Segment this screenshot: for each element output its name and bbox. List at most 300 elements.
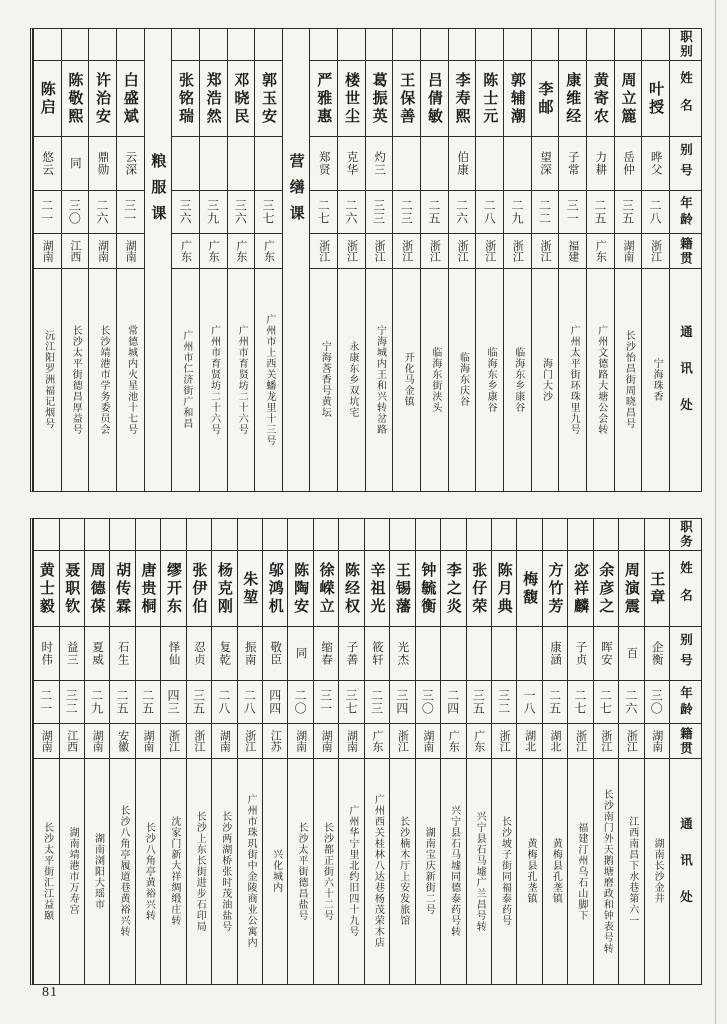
address-cell xyxy=(228,269,255,491)
origin-cell xyxy=(619,724,643,759)
dept-label: 营缮课 xyxy=(287,153,304,231)
role-cell xyxy=(568,519,592,551)
person-age: 二六 xyxy=(95,199,110,225)
age-cell xyxy=(642,191,669,234)
alias-cell xyxy=(517,627,541,681)
role-cell xyxy=(532,29,559,61)
person-age: 二六 xyxy=(454,199,469,225)
role-cell xyxy=(393,29,420,61)
person-alias: 力耕 xyxy=(594,151,607,176)
name-cell xyxy=(110,551,134,627)
address-cell xyxy=(366,269,393,491)
person-age: 三五 xyxy=(191,689,206,715)
role-cell xyxy=(559,29,586,61)
name-cell xyxy=(619,551,643,627)
person-origin: 湖北 xyxy=(549,730,562,752)
person-age: 二五 xyxy=(592,199,607,225)
address-cell xyxy=(390,759,414,984)
alias-cell xyxy=(228,137,255,191)
person-name: 王保善 xyxy=(398,71,415,126)
alias-cell xyxy=(568,627,592,681)
person-address: 长沙八角亭履道巷黄裕兴转 xyxy=(117,805,129,937)
person-address: 长沙靖港市学务委员会 xyxy=(97,324,109,435)
person-name: 宓祥麟 xyxy=(571,561,588,616)
person-address: 广州市珠玑街中金陵商业公寓内 xyxy=(245,794,257,948)
alias-cell xyxy=(238,627,262,681)
address-header-label: 通讯处 xyxy=(678,325,693,435)
person-address: 长沙太平街汇江益颐 xyxy=(41,821,53,921)
person-origin: 湖南 xyxy=(40,730,53,752)
person-column xyxy=(475,29,503,491)
person-address: 长沙两湖桥张时茂油盐号 xyxy=(219,810,231,932)
alias-cell xyxy=(559,137,586,191)
person-name: 陈陶安 xyxy=(292,561,309,616)
person-alias: 岳仲 xyxy=(622,151,635,176)
person-alias: 康涵 xyxy=(549,641,562,666)
person-age: 二八 xyxy=(648,199,663,225)
name-cell xyxy=(89,61,116,137)
person-alias: 同 xyxy=(294,647,307,660)
origin-cell xyxy=(645,724,669,759)
person-address: 湖南长沙金井 xyxy=(652,838,664,904)
person-alias: 益三 xyxy=(65,641,78,666)
person-name: 余彦之 xyxy=(597,561,614,616)
person-column xyxy=(287,519,312,984)
origin-cell xyxy=(393,234,420,269)
person-age: 二三 xyxy=(399,199,414,225)
role-cell xyxy=(390,519,414,551)
origin-cell xyxy=(449,234,476,269)
alias-cell xyxy=(642,137,669,191)
role-cell xyxy=(172,29,199,61)
person-name: 李寿熙 xyxy=(453,71,470,126)
address-cell xyxy=(238,759,262,984)
person-origin: 广东 xyxy=(594,240,607,262)
address-cell xyxy=(619,759,643,984)
person-address: 长沙太平街德昌厚益号 xyxy=(70,324,82,435)
address-cell xyxy=(594,759,618,984)
person-address: 长沙南门外天鹅塘磨政和钟表号转 xyxy=(601,788,613,954)
age-cell xyxy=(238,681,262,724)
person-origin: 浙江 xyxy=(574,730,587,752)
alias-cell xyxy=(619,627,643,681)
address-cell xyxy=(559,269,586,491)
person-name: 康维经 xyxy=(564,71,581,126)
role-cell xyxy=(60,519,84,551)
person-alias: 子善 xyxy=(345,641,358,666)
role-cell xyxy=(187,519,211,551)
person-address: 江西南昌下水巷第六一 xyxy=(626,816,638,926)
name-cell xyxy=(238,551,262,627)
person-column xyxy=(618,519,643,984)
alias-cell xyxy=(504,137,531,191)
age-cell xyxy=(449,191,476,234)
role-cell xyxy=(642,29,669,61)
role-header-label: 职务 xyxy=(678,520,693,549)
address-cell xyxy=(172,269,199,491)
origin-cell xyxy=(615,234,642,269)
origin-cell xyxy=(543,724,567,759)
person-origin: 浙江 xyxy=(167,730,180,752)
person-address: 黄梅县孔垄镇 xyxy=(550,838,562,904)
role-cell xyxy=(34,519,58,551)
address-cell xyxy=(85,759,109,984)
person-column xyxy=(392,29,420,491)
person-name: 张铭瑞 xyxy=(177,71,194,126)
person-name: 周立簏 xyxy=(619,71,636,126)
person-address: 临海东乡康谷 xyxy=(512,346,524,413)
address-cell xyxy=(310,269,337,491)
person-column xyxy=(364,519,389,984)
alias-cell xyxy=(365,627,389,681)
person-origin: 浙江 xyxy=(456,240,469,262)
address-cell xyxy=(161,759,185,984)
header-column xyxy=(669,29,701,491)
address-cell xyxy=(110,759,134,984)
person-age: 三六 xyxy=(233,199,248,225)
person-address: 广州西关桂林八达巷杨茂荣木店 xyxy=(372,794,384,948)
age-cell xyxy=(117,191,144,234)
person-address: 临海东庆谷 xyxy=(457,352,469,407)
name-cell xyxy=(172,61,199,137)
role-cell xyxy=(339,519,363,551)
address-cell xyxy=(34,759,58,984)
person-age: 三五 xyxy=(471,689,486,715)
alias-cell xyxy=(200,137,227,191)
role-cell xyxy=(34,29,61,61)
role-header xyxy=(670,29,701,61)
alias-cell xyxy=(314,627,338,681)
address-cell xyxy=(568,759,592,984)
person-address: 长沙楠木厅上安发旅馆 xyxy=(397,816,409,926)
person-age: 三七 xyxy=(260,199,275,225)
origin-cell xyxy=(238,724,262,759)
person-name: 周德葆 xyxy=(88,561,105,616)
person-age: 二五 xyxy=(140,689,155,715)
address-cell xyxy=(467,759,491,984)
person-alias: 鼎勋 xyxy=(96,151,109,176)
person-name: 邬鸿机 xyxy=(266,561,283,616)
origin-cell xyxy=(594,724,618,759)
person-age: 三九 xyxy=(205,199,220,225)
age-cell xyxy=(492,681,516,724)
alias-cell xyxy=(110,627,134,681)
origin-cell xyxy=(136,724,160,759)
address-cell xyxy=(492,759,516,984)
person-name: 陈经权 xyxy=(343,561,360,616)
origin-cell xyxy=(642,234,669,269)
age-cell xyxy=(390,681,414,724)
person-age: 三一 xyxy=(565,199,580,225)
role-cell xyxy=(449,29,476,61)
age-cell xyxy=(263,681,287,724)
name-cell xyxy=(594,551,618,627)
person-column xyxy=(641,29,669,491)
roster-table-top xyxy=(30,28,702,492)
role-cell xyxy=(212,519,236,551)
role-cell xyxy=(200,29,227,61)
person-age: 三〇 xyxy=(420,689,435,715)
person-age: 三二 xyxy=(64,689,79,715)
person-age: 三六 xyxy=(178,199,193,225)
alias-cell xyxy=(212,627,236,681)
person-name: 钟毓衡 xyxy=(419,561,436,616)
age-cell xyxy=(200,191,227,234)
person-name: 黄寄农 xyxy=(591,71,608,126)
age-cell xyxy=(314,681,338,724)
person-name: 梅馥 xyxy=(521,570,538,607)
name-cell xyxy=(338,61,365,137)
role-cell xyxy=(476,29,503,61)
person-address: 广州太平街环珠里九号 xyxy=(568,324,580,435)
person-column xyxy=(531,29,559,491)
person-origin: 江苏 xyxy=(269,730,282,752)
alias-header xyxy=(670,627,701,681)
department-column xyxy=(282,29,310,491)
origin-cell xyxy=(228,234,255,269)
origin-cell xyxy=(263,724,287,759)
origin-cell xyxy=(117,234,144,269)
person-address: 长沙八角亭黄裕兴转 xyxy=(143,821,155,921)
person-age: 二七 xyxy=(598,689,613,715)
person-origin: 福建 xyxy=(566,240,579,262)
origin-cell xyxy=(467,724,491,759)
person-alias: 子贞 xyxy=(574,641,587,666)
person-age: 三〇 xyxy=(649,689,664,715)
age-cell xyxy=(543,681,567,724)
person-column xyxy=(237,519,262,984)
name-cell xyxy=(85,551,109,627)
person-column xyxy=(116,29,144,491)
person-name: 王锡藩 xyxy=(393,561,410,616)
age-cell xyxy=(366,191,393,234)
address-header xyxy=(670,759,701,984)
person-name: 唐贵桐 xyxy=(139,561,156,616)
person-alias: 企衡 xyxy=(650,641,663,666)
person-address: 兴宁县石马墟广兰昌号转 xyxy=(474,810,486,932)
person-column xyxy=(586,29,614,491)
address-cell xyxy=(642,269,669,491)
origin-cell xyxy=(60,724,84,759)
origin-cell xyxy=(200,234,227,269)
person-name: 郑浩然 xyxy=(204,71,221,126)
name-cell xyxy=(492,551,516,627)
alias-cell xyxy=(338,137,365,191)
origin-cell xyxy=(255,234,282,269)
person-origin: 浙江 xyxy=(243,730,256,752)
person-name: 陈士元 xyxy=(481,71,498,126)
address-cell xyxy=(393,269,420,491)
alias-cell xyxy=(615,137,642,191)
name-cell xyxy=(212,551,236,627)
person-origin: 湖南 xyxy=(294,730,307,752)
person-origin: 浙江 xyxy=(483,240,496,262)
person-origin: 湖南 xyxy=(124,240,137,262)
person-name: 叶授 xyxy=(647,80,664,117)
age-cell xyxy=(62,191,89,234)
name-cell xyxy=(393,61,420,137)
address-cell xyxy=(263,759,287,984)
person-address: 兴宁县石马墟同德泰药号转 xyxy=(448,805,460,937)
alias-cell xyxy=(416,627,440,681)
address-cell xyxy=(339,759,363,984)
age-cell xyxy=(559,191,586,234)
alias-cell xyxy=(117,137,144,191)
person-column xyxy=(420,29,448,491)
origin-cell xyxy=(34,724,58,759)
alias-cell xyxy=(467,627,491,681)
person-column xyxy=(211,519,236,984)
person-name: 郭辅潮 xyxy=(508,71,525,126)
age-cell xyxy=(421,191,448,234)
person-alias: 云深 xyxy=(124,151,137,176)
origin-header xyxy=(670,724,701,759)
role-cell xyxy=(85,519,109,551)
person-name: 李邮 xyxy=(536,80,553,117)
name-cell xyxy=(263,551,287,627)
name-cell xyxy=(615,61,642,137)
role-cell xyxy=(421,29,448,61)
person-origin: 浙江 xyxy=(599,730,612,752)
person-column xyxy=(33,29,61,491)
person-origin: 浙江 xyxy=(317,240,330,262)
person-name: 邓晓民 xyxy=(232,71,249,126)
alias-cell xyxy=(492,627,516,681)
person-address: 沅江阳罗洲福记烟号 xyxy=(42,330,54,429)
person-alias: 缩春 xyxy=(320,641,333,666)
person-column xyxy=(109,519,134,984)
person-name: 徐嵘立 xyxy=(317,561,334,616)
age-cell xyxy=(187,681,211,724)
alias-cell xyxy=(288,627,312,681)
person-address: 长沙太平街德昌盐号 xyxy=(296,821,308,921)
name-cell xyxy=(543,551,567,627)
age-cell xyxy=(288,681,312,724)
role-header-label: 职别 xyxy=(678,30,693,59)
person-origin: 安徽 xyxy=(116,730,129,752)
alias-cell xyxy=(89,137,116,191)
role-cell xyxy=(543,519,567,551)
role-cell xyxy=(492,519,516,551)
person-alias: 怿仙 xyxy=(167,641,180,666)
person-origin: 湖南 xyxy=(142,730,155,752)
person-age: 二六 xyxy=(343,199,358,225)
person-name: 聂职钦 xyxy=(63,561,80,616)
person-age: 二七 xyxy=(316,199,331,225)
origin-cell xyxy=(172,234,199,269)
alias-cell xyxy=(339,627,363,681)
name-cell xyxy=(532,61,559,137)
alias-cell xyxy=(310,137,337,191)
person-origin: 浙江 xyxy=(498,730,511,752)
person-age: 二八 xyxy=(216,689,231,715)
person-address: 湖南浏阳大瑶市 xyxy=(92,832,104,910)
person-name: 李之炎 xyxy=(444,561,461,616)
name-cell xyxy=(136,551,160,627)
origin-cell xyxy=(339,724,363,759)
origin-cell xyxy=(441,724,465,759)
person-address: 临海东乡康谷 xyxy=(485,346,497,413)
person-origin: 广东 xyxy=(447,730,460,752)
address-cell xyxy=(615,269,642,491)
age-cell xyxy=(310,191,337,234)
role-cell xyxy=(117,29,144,61)
person-column xyxy=(262,519,287,984)
person-age: 四三 xyxy=(165,689,180,715)
person-column xyxy=(186,519,211,984)
age-cell xyxy=(393,191,420,234)
address-cell xyxy=(34,269,61,491)
role-cell xyxy=(238,519,262,551)
person-column xyxy=(337,29,365,491)
name-cell xyxy=(441,551,465,627)
person-age: 三五 xyxy=(620,199,635,225)
name-cell xyxy=(365,551,389,627)
name-cell xyxy=(288,551,312,627)
name-cell xyxy=(467,551,491,627)
age-cell xyxy=(568,681,592,724)
age-cell xyxy=(110,681,134,724)
person-address: 宁海城内王和兴转岔路 xyxy=(374,324,386,435)
department-column xyxy=(144,29,172,491)
alias-cell xyxy=(543,627,567,681)
dept-label: 粮服课 xyxy=(149,153,166,231)
name-cell xyxy=(476,61,503,137)
name-cell xyxy=(504,61,531,137)
address-cell xyxy=(532,269,559,491)
age-cell xyxy=(416,681,440,724)
person-alias: 百 xyxy=(625,647,638,660)
name-cell xyxy=(645,551,669,627)
person-age: 二六 xyxy=(623,689,638,715)
address-cell xyxy=(89,269,116,491)
alias-cell xyxy=(449,137,476,191)
address-cell xyxy=(421,269,448,491)
age-cell xyxy=(212,681,236,724)
person-name: 严雅惠 xyxy=(315,71,332,126)
person-address: 开化马金镇 xyxy=(402,352,414,407)
person-name: 郭玉安 xyxy=(259,71,276,126)
role-cell xyxy=(314,519,338,551)
person-alias: 郑贤 xyxy=(317,151,330,176)
address-cell xyxy=(62,269,89,491)
alias-cell xyxy=(263,627,287,681)
address-cell xyxy=(416,759,440,984)
person-alias: 光杰 xyxy=(396,641,409,666)
origin-cell xyxy=(421,234,448,269)
name-cell xyxy=(187,551,211,627)
person-origin: 广东 xyxy=(179,240,192,262)
person-origin: 广东 xyxy=(234,240,247,262)
age-cell xyxy=(34,191,61,234)
role-cell xyxy=(416,519,440,551)
person-origin: 浙江 xyxy=(396,730,409,752)
role-cell xyxy=(338,29,365,61)
person-name: 张仔荣 xyxy=(470,561,487,616)
address-cell xyxy=(517,759,541,984)
person-age: 二一 xyxy=(38,689,53,715)
age-cell xyxy=(645,681,669,724)
person-column xyxy=(558,29,586,491)
person-age: 二三 xyxy=(369,689,384,715)
address-cell xyxy=(200,269,227,491)
alias-cell xyxy=(187,627,211,681)
address-cell xyxy=(314,759,338,984)
role-cell xyxy=(161,519,185,551)
role-cell xyxy=(288,519,312,551)
person-name: 楼世尘 xyxy=(342,71,359,126)
person-address: 长沙都正街六十二号 xyxy=(321,821,333,921)
